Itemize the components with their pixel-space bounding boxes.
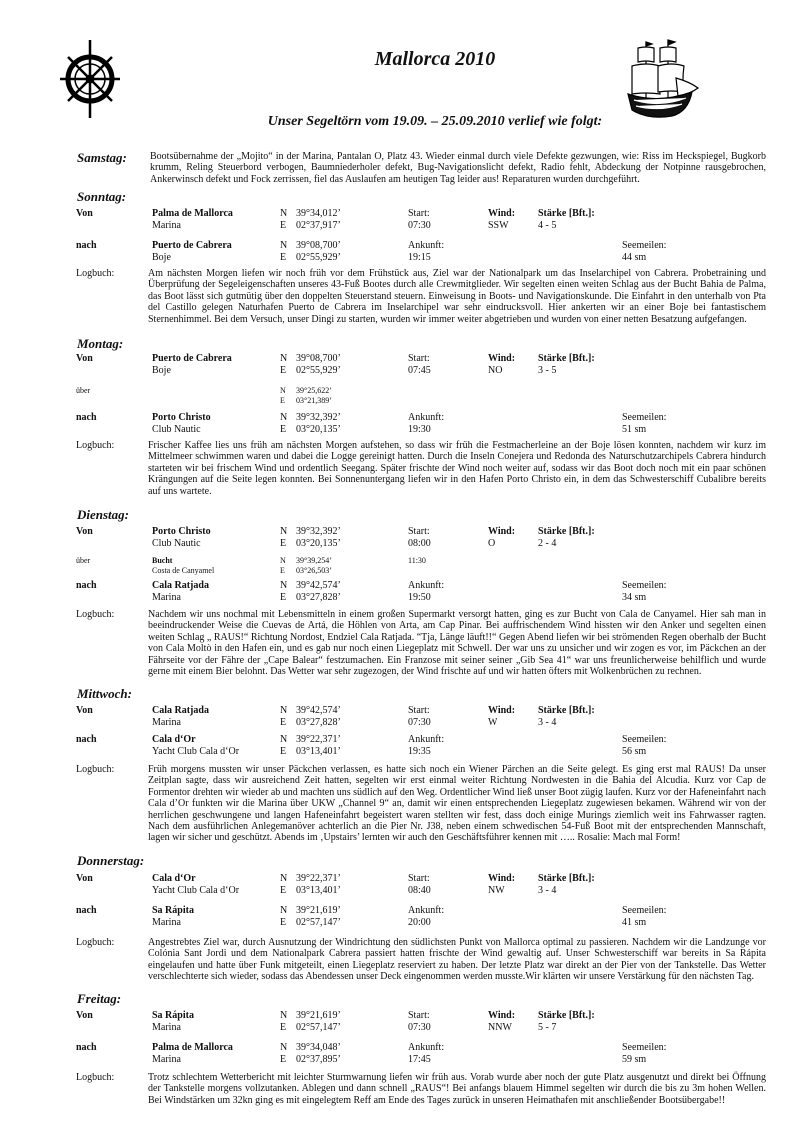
page-subtitle: Unser Segeltörn vom 19.09. – 25.09.2010 verlief wie folgt: — [267, 114, 603, 129]
wind: Wind: SSW — [488, 208, 516, 231]
route-to-row: nach Palma de Mallorca Marina N E 39°34,048’ 02°37,895’ Ankunft: 17:45 Seemeilen: 59 sm — [76, 1042, 667, 1065]
to-coords: 39°08,700’ 02°55,929’ — [296, 240, 341, 263]
route-from-row: Von Cala Ratjada Marina N E 39°42,574’ 03°27,828’ Start: 07:30 Wind: W Stärke [Bft.]: 3 - 4 — [76, 705, 595, 728]
route-to-row: nach Porto Christo Club Nautic N E 39°32,392’ 03°20,135’ Ankunft: 19:30 Seemeilen: 51 sm — [76, 412, 667, 435]
route-to-row: nach Sa Rápita Marina N E 39°21,619’ 02°57,147’ Ankunft: 20:00 Seemeilen: 41 sm — [76, 905, 667, 928]
route-via-row: über N E 39°25,622’ 03°21,389’ — [76, 386, 332, 405]
logbook-dienstag: Logbuch: Nachdem wir uns nochmal mit Lebensmitteln in einem großen Supermarkt versorgt hatten, ging es zur Bucht von Cala de Canyamel. Hier sah man in beeindruckender Weise die Cuevas de Artá, die Höhlen von Arta, am Cap Pinar. Bei auffrischendem Wind hissten wir den Anker und segelten einen weiten Schlag „ RAUS!“ Richtung Nordost, Endziel Cala Ratjada. “Tja, Länge läuft!!“ Gegen Abend liefen wir bei strömenden Regen oberhalb der Bucht von Cala Moltò in den Hafen ein, und es gab nur noch einen Liegeplatz mit Schwell. Der war uns zu unsicher und wir zogen es vor, im Päckchen an der Fährseite vor der Fähre der „Cape Balear“ festzumachen. Ein Franzose mit seiner seiner „Gib Sea 41“ war uns freunlicherweise behilflich und wurde gerne mit einem Bier belohnt. Das Wetter war sehr zugezogen, der Wind frischte auf und wir hatten öfters mit Wolkenbrüchen zu rechnen. — [76, 609, 766, 678]
route-from-row: Von Cala d‘Or Yacht Club Cala d‘Or N E 39°22,371’ 03°13,401’ Start: 08:40 Wind: NW Stärke [Bft.]: 3 - 4 — [76, 873, 595, 896]
nautical-miles: Seemeilen: 44 sm — [622, 240, 667, 263]
day-heading-mittwoch: Mittwoch: — [77, 686, 132, 701]
day-heading-donnerstag: Donnerstag: — [77, 853, 145, 868]
route-to-row: nach Cala d‘Or Yacht Club Cala d‘Or N E 39°22,371’ 03°13,401’ Ankunft: 19:35 Seemeilen: 56 sm — [76, 734, 667, 757]
start-time: Start: 07:30 — [408, 208, 431, 231]
route-from-row: Von Porto Christo Club Nautic N E 39°32,392’ 03°20,135’ Start: 08:00 Wind: O Stärke [Bft.]: 2 - 4 — [76, 526, 595, 549]
wind-strength: Stärke [Bft.]: 4 - 5 — [538, 208, 595, 231]
logbook-donnerstag: Logbuch: Angestrebtes Ziel war, durch Ausnutzung der Windrichtung den südlichsten Punkt von Mallorca optimal zu passieren. Nachdem wir die Landzunge vor Colónia Sant Jordi und dem Nationalpark Cabrera passiert hatten frischte der Wind gewaltig auf. Unser Schwesterschiff war bereits in Sa Rápita eingelaufen und hatte über Funk mitgeteilt, einen Liegeplatz reserviert zu haben. Der letzte Platz war direkt an der Pier von der Tankstelle. Das Wetter verschlechterte sich wieder, sodass das Abendessen unser Deck eingenommen werden musste.Wir klärten wir unsere Verstärkung für den nächsten Tag. — [76, 937, 766, 983]
to-place: Puerto de Cabrera Boje — [152, 240, 232, 263]
logbook-mittwoch: Logbuch: Früh morgens mussten wir unser Päckchen verlassen, es hatte sich noch ein Wiener Pärchen an die Seite gelegt. Es ging erst mal RAUS! Da unser Zeitplan sagte, dass wir ausreichend Zeit hatten, segelten wir erst einmal weiter Richtung Nordwesten in die Bahia del Alcudia. Kurz vor Cap de Formentor drehten wir wieder ab und machten uns südlich auf den Weg. Ordentlicher Wind ließ unser Boot zügig laufen. Kurz vor der Hafeneinfahrt nach Cala d’Or funkten wir die Marina über UKW „Channel 9“ an, damit wir einen entsprechenden Liegeplatz zugewiesen bekamen. Während wir von der herrlichen geschwungene und langen Hafeneinfahrt begeistert waren stellten wir fest, dass doch einige Murings ziemlich weit ins Fahrwasser ragten. Nach dem ausführlichen Anlegemanöver achterlich an die Pier Nr. J38, neben einem schwedischen 54-Fuß Boot mit der entsprechenden Mannschaft, lagen wir sicher und geschützt. Abends im ‚Upstairs’ lernten wir auch den Geschäftsführer kennen mit ….. Rosalie: Mach mal Form! — [76, 764, 766, 844]
from-coords: 39°34,012’ 02°37,917’ — [296, 208, 341, 231]
arrival-time: Ankunft: 19:15 — [408, 240, 445, 263]
day-heading-samstag: Samstag: — [77, 150, 127, 165]
route-from-row: Von Puerto de Cabrera Boje N E 39°08,700’ 02°55,929’ Start: 07:45 Wind: NO Stärke [Bft.]: 3 - 5 — [76, 353, 595, 376]
page-title: Mallorca 2010 — [374, 48, 496, 70]
from-label: Von — [76, 208, 93, 219]
day-heading-freitag: Freitag: — [77, 991, 122, 1006]
day-heading-sonntag: Sonntag: — [77, 189, 127, 204]
day-text-samstag: Bootsübernahme der „Mojito“ in der Marina, Pantalan O, Platz 43. Wieder einmal durch viele Defekte gezwungen, wie: Riss im Heckspiegel, Bugkorb krumm, Reling Steuerbord verbogen, Baumniederholer defekt, Bug-Navigationslicht defekt, Radio fehlt, Abdeckung der Notpinne rausgebrochen, Ankerwinsch defekt und Fock zerrissen, fiel das Auslaufen am heutigen Tag leider aus! Reparaturen wurden durchgeführt. — [150, 151, 766, 185]
from-place: Palma de Mallorca Marina — [152, 208, 233, 231]
logbook-sonntag: Logbuch: Am nächsten Morgen liefen wir noch früh vor dem Frühstück aus, Ziel war der Nationalpark um das Inselarchipel von Cabrera. Probetraining und Überprüfung der Segeleigenschaften unseres 43-Fuß Bootes durch alle Crewmitglieder. Wir segelten einen weiten Schlag aus der Bucht Bahia de Palma, das Boot lässt sich gutmütig über den doppelten Steuerstand steuern. Einweisung in Boots- und Navigationskunde. Die Einfahrt in den unterhalb von Pta del Castillo gelegen Naturhafen Puerto de Cabrera im Inselarchipel war sehr eindrucksvoll. Hier ankerten wir an einer Boje bei fantastischem Sternenhimmel. Bei dem Versuch, unser Dingi zu starten, wurden wir immer weiter abgetrieben und wurden von einer netten Besatzung aufgefangen. — [76, 268, 766, 325]
day-heading-montag: Montag: — [77, 336, 124, 351]
route-to-row: nach Puerto de Cabrera Boje N E 39°08,700’ 02°55,929’ Ankunft: 19:15 Seemeilen: 44 sm — [76, 240, 667, 263]
route-from-row: Von Palma de Mallorca Marina N E 39°34,012’ 02°37,917’ Start: 07:30 Wind: SSW Stärke [Bft.]: 4 - 5 — [76, 208, 595, 231]
day-heading-dienstag: Dienstag: — [77, 507, 129, 522]
route-to-row: nach Cala Ratjada Marina N E 39°42,574’ 03°27,828’ Ankunft: 19:50 Seemeilen: 34 sm — [76, 580, 667, 603]
to-label: nach — [76, 240, 97, 251]
route-from-row: Von Sa Rápita Marina N E 39°21,619’ 02°57,147’ Start: 07:30 Wind: NNW Stärke [Bft.]: 5 - 7 — [76, 1010, 595, 1033]
sailing-ship-icon — [624, 38, 704, 120]
logbook-freitag: Logbuch: Trotz schlechtem Wetterbericht mit leichter Sturmwarnung liefen wir früh aus. Vorab wurde aber noch der gute Platz ausgenutzt und direkt bei Öffnung der Tankstelle morgens vollzutanken. Ablegen und dann schnell „RAUS“! Bei anfangs blauem Himmel segelten wir durch die bis zu 3m hohen Wellen. Bei Windstärken um 32kn ging es mit eingelegtem Reff am Ende des Tages zurück in unseren Heimathafen mit anschließender Bootsübergabe!! — [76, 1072, 766, 1106]
logbook-montag: Logbuch: Frischer Kaffee lies uns früh am nächsten Morgen aufstehen, so dass wir früh die Festmacherleine an der Boje lösen konnten, nachdem wir kurz im Mittelmeer schwimmen waren und dabei die Logge gereinigt hatten. Durch die Inseln Conejera und Redonda des Naturschutzarchipels Cabrera hindurch starteten wir bei frischem Wind und ordentlich Seegang. Später frischte der Wind noch weiter auf, sodass wir das Boot doch noch mit ein paar schönen Krängungen auf die Seite legen konnten. Bei Sonnenuntergang liefen wir in den Hafen Porto Christo ein, in dem das Schwesterschiff Cubalibre bereits auf uns wartete. — [76, 440, 766, 497]
route-via-row: über Bucht Costa de Canyamel N E 39°39,254’ 03°26,503’ 11:30 — [76, 556, 426, 575]
